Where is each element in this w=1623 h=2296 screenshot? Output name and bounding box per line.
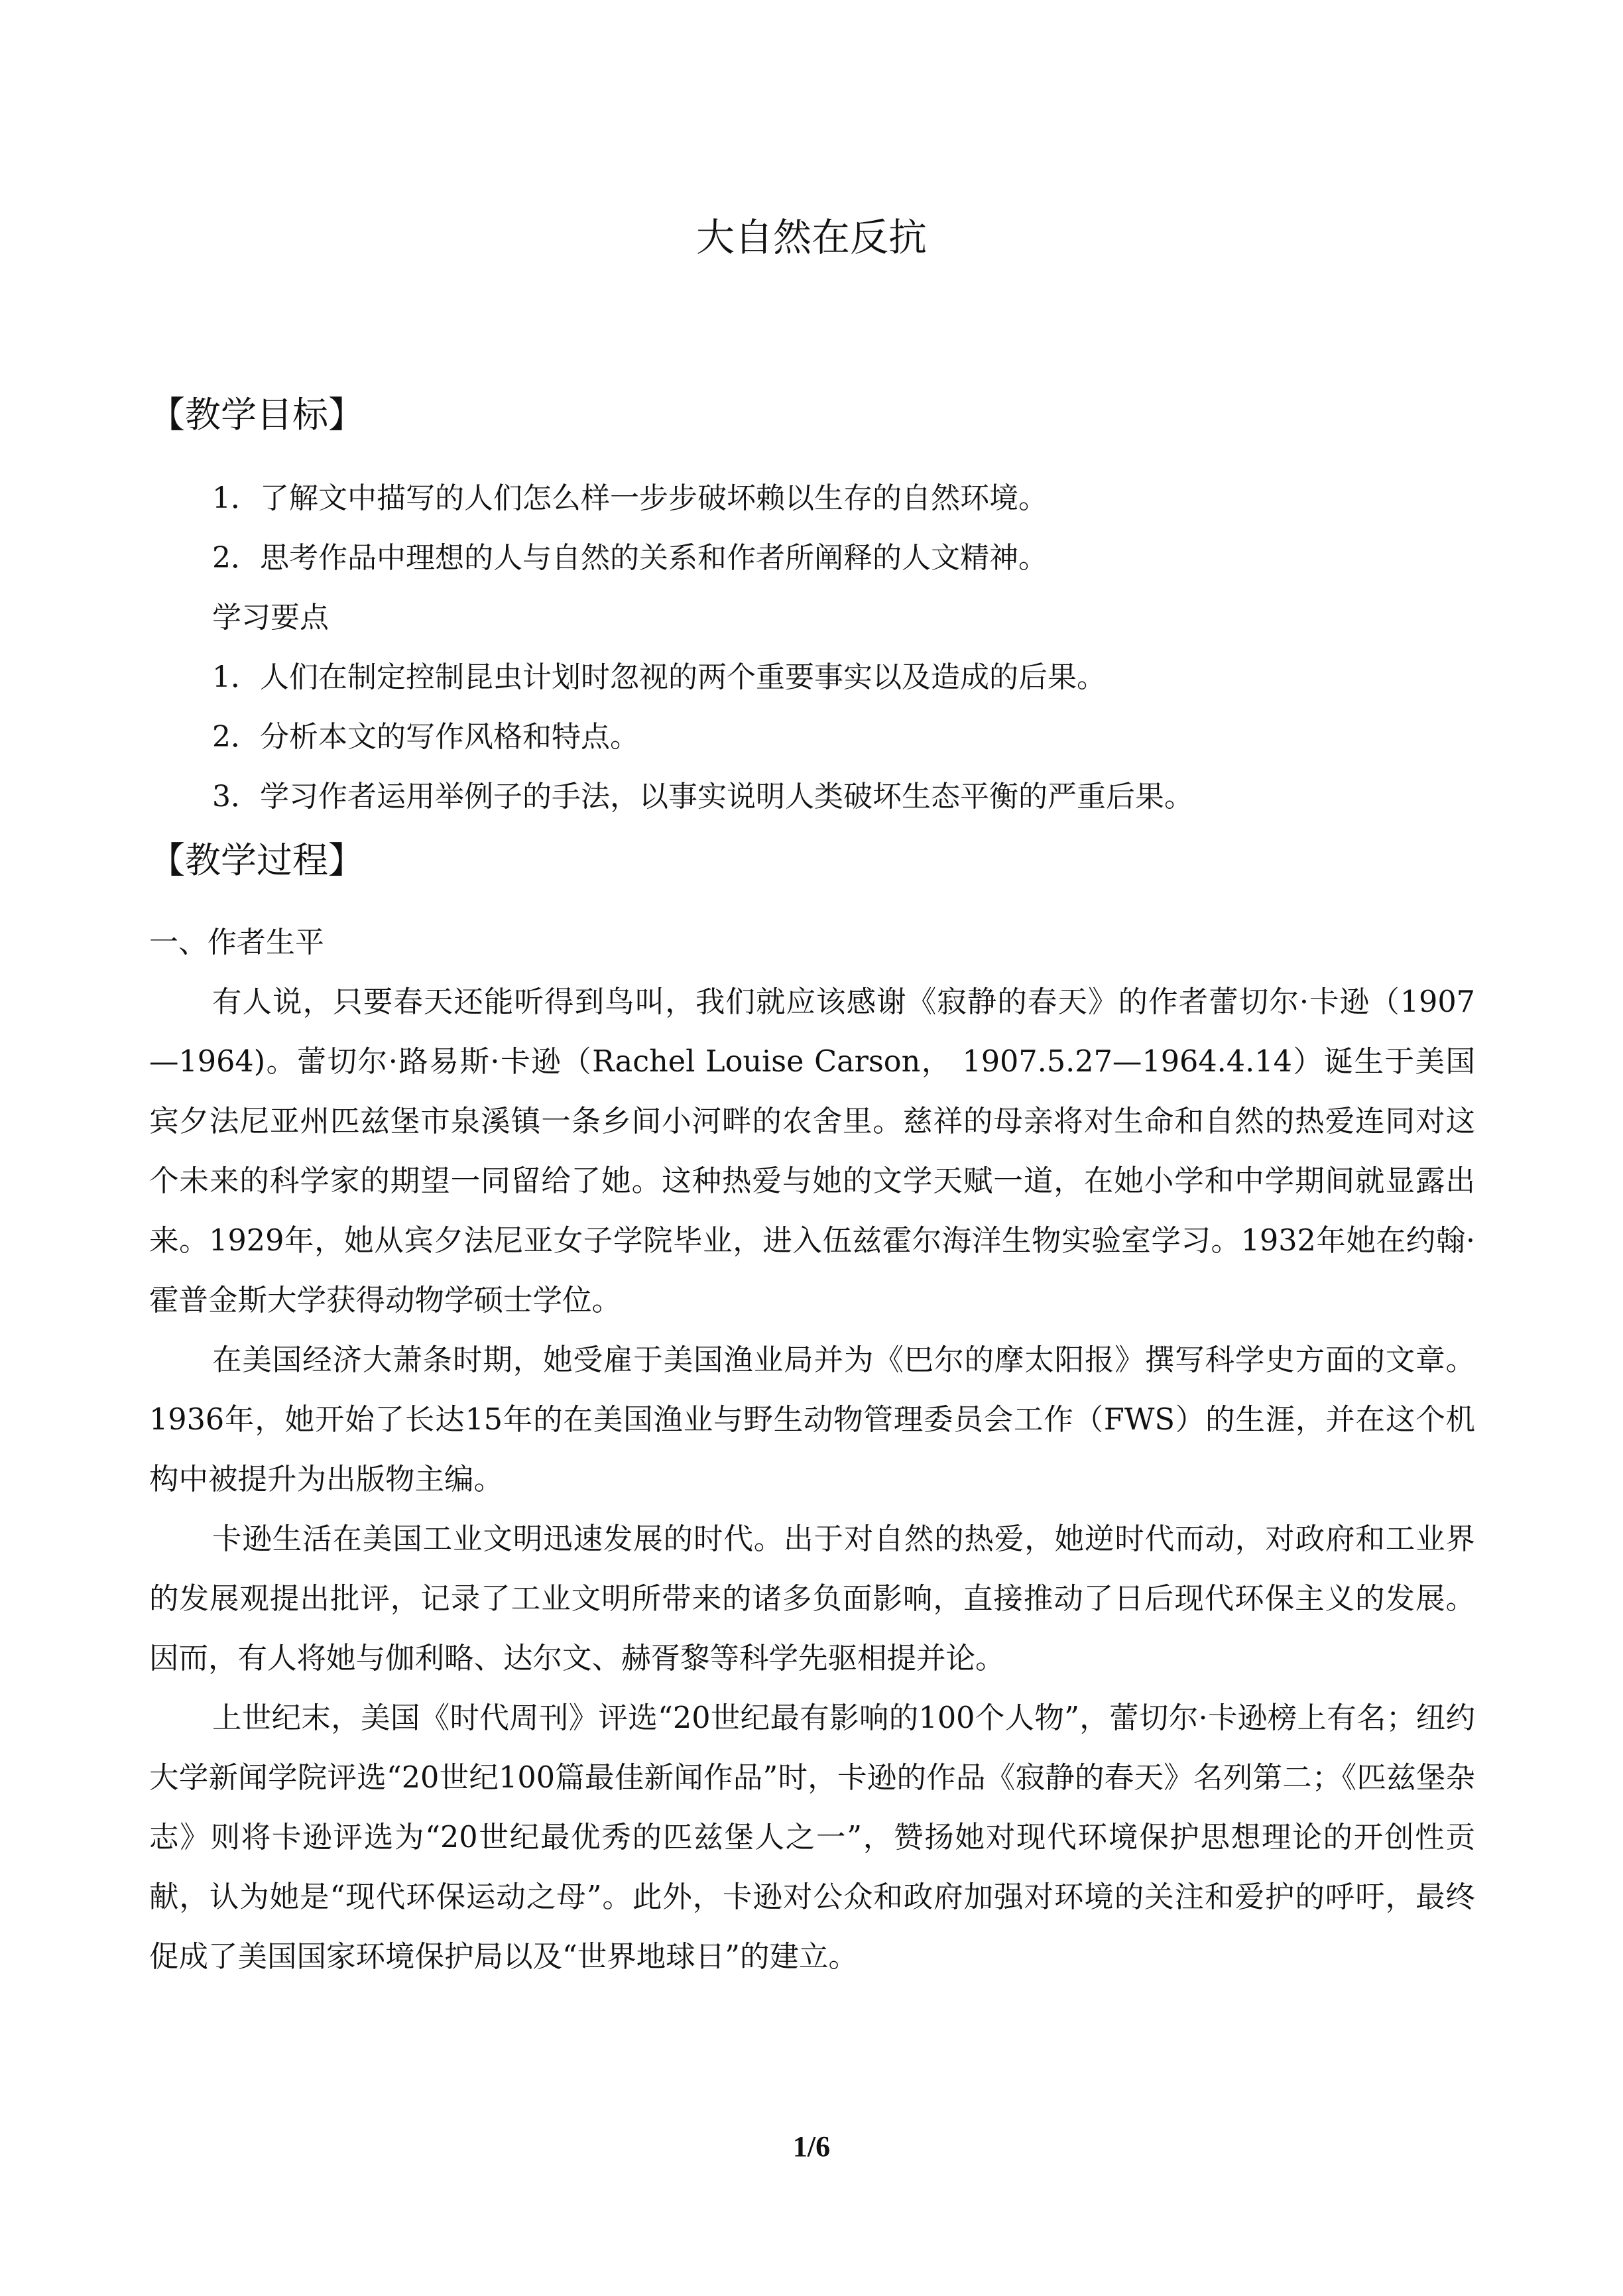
page-number: 1/6 — [792, 2130, 831, 2163]
goal-item-2: 2．思考作品中理想的人与自然的关系和作者所阐释的人文精神。 — [212, 541, 1048, 575]
paragraph-3: 卡逊生活在美国工业文明迅速发展的时代。出于对自然的热爱，她逆时代而动，对政府和工业界的发展观提出批评，记录了工业文明所带来的诸多负面影响，直接推动了日后现代环保主义的发展。因而，有人将她与伽利略、达尔文、赫胥黎等科学先驱相提并论。 — [149, 1522, 1475, 1675]
document-title: 大自然在反抗 — [695, 215, 927, 260]
key-point-2: 2．分析本文的写作风格和特点。 — [212, 720, 639, 754]
goal-item-1: 1．了解文中描写的人们怎么样一步步破坏赖以生存的自然环境。 — [212, 481, 1048, 515]
process-heading: 【教学过程】 — [149, 839, 364, 881]
paragraph-1: 有人说，只要春天还能听得到鸟叫，我们就应该感谢《寂静的春天》的作者蕾切尔·卡逊（1907—1964)。蕾切尔·路易斯·卡逊（Rachel Louise Carson， 1907.5.27—1964.4.14）诞生于美国宾夕法尼亚州匹兹堡市泉溪镇一条乡间小河畔的农舍里。慈祥的母亲将对生命和自然的热爱连同对这个未来的科学家的期望一同留给了她。这种热爱与她的文学天赋一道，在她小学和中学期间就显露出来。1929年，她从宾夕法尼亚女子学院毕业，进入伍兹霍尔海洋生物实验室学习。1932年她在约翰·霍普金斯大学获得动物学硕士学位。 — [149, 985, 1475, 1317]
paragraph-2: 在美国经济大萧条时期，她受雇于美国渔业局并为《巴尔的摩太阳报》撰写科学史方面的文章。1936年，她开始了长达15年的在美国渔业与野生动物管理委员会工作（FWS）的生涯，并在这个机构中被提升为出版物主编。 — [149, 1343, 1475, 1496]
key-point-1: 1．人们在制定控制昆虫计划时忽视的两个重要事实以及造成的后果。 — [212, 660, 1106, 694]
key-point-3: 3．学习作者运用举例子的手法，以事实说明人类破坏生态平衡的严重后果。 — [212, 780, 1193, 814]
subsection-author-bio: 一、作者生平 — [149, 926, 324, 959]
goals-heading: 【教学目标】 — [149, 394, 364, 436]
key-points-label: 学习要点 — [212, 601, 329, 634]
paragraph-4: 上世纪末，美国《时代周刊》评选“20世纪最有影响的100个人物”，蕾切尔·卡逊榜上有名；纽约大学新闻学院评选“20世纪100篇最佳新闻作品”时，卡逊的作品《寂静的春天》名列第二；《匹兹堡杂志》则将卡逊评选为“20世纪最优秀的匹兹堡人之一”，赞扬她对现代环境保护思想理论的开创性贡献，认为她是“现代环保运动之母”。此外，卡逊对公众和政府加强对环境的关注和爱护的呼吁，最终促成了美国国家环境保护局以及“世界地球日”的建立。 — [149, 1701, 1475, 1974]
